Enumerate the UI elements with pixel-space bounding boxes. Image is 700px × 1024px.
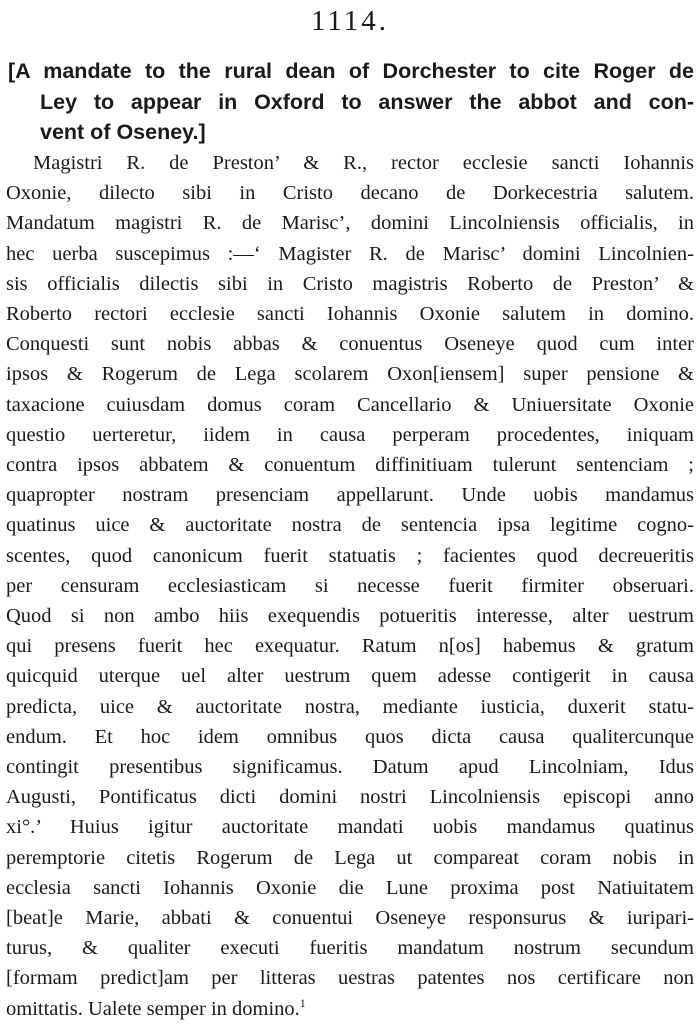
- text-line: Roberto rectori ecclesie sancti Iohannis Oxonie salutem in domino.: [6, 303, 694, 326]
- text-line: taxacione cuiusdam domus coram Cancellario & Uniuersitate Oxonie: [6, 393, 694, 416]
- text-line: quatinus uice & auctoritate nostra de sentencia ipsa legitime cogno-: [6, 514, 694, 537]
- rubric-line: vent of Oseney.]: [40, 120, 206, 144]
- text-line: omittatis. Ualete semper in domino.: [6, 997, 300, 1020]
- text-line: Conquesti sunt nobis abbas & conuentus Oseneye quod cum inter: [6, 333, 694, 356]
- text-line: predicta, uice & auctoritate nostra, mediante iusticia, duxerit statu-: [6, 695, 694, 718]
- text-line: questio uerteretur, iidem in causa perperam procedentes, iniquam: [6, 423, 694, 446]
- text-line: contra ipsos abbatem & conuentum diffinitiuam tulerunt sentenciam ;: [6, 454, 694, 477]
- footnote-marker: 1: [299, 995, 306, 1010]
- charter-number: 1114.: [310, 5, 390, 37]
- text-line: Oxonie, dilecto sibi in Cristo decano de Dorkecestria salutem.: [6, 182, 694, 205]
- text-line: Quod si non ambo hiis exequendis potueritis interesse, alter uestrum: [6, 605, 694, 628]
- rubric-line: [A mandate to the rural dean of Dorchester to cite Roger de: [8, 59, 694, 83]
- text-line: endum. Et hoc idem omnibus quos dicta causa qualitercunque: [6, 725, 694, 748]
- text-line: xi°.’ Huius igitur auctoritate mandati uobis mandamus quatinus: [6, 816, 694, 839]
- text-line: quicquid uterque uel alter uestrum quem adesse contigerit in causa: [6, 665, 694, 688]
- text-line: [formam predict]am per litteras uestras patentes nos certificare non: [6, 967, 694, 990]
- text-line: ipsos & Rogerum de Lega scolarem Oxon[iensem] super pensione &: [6, 363, 694, 386]
- text-line: quapropter nostram presenciam appellarunt. Unde uobis mandamus: [6, 484, 694, 507]
- rubric: [8, 56, 694, 148]
- text-line: turus, & qualiter executi fueritis mandatum nostrum secundum: [6, 937, 694, 960]
- text-line: Magistri R. de Preston’ & R., rector ecclesie sancti Iohannis: [33, 152, 694, 174]
- charter-text: [6, 148, 694, 1024]
- text-line: [beat]e Marie, abbati & conuentui Oseneye responsurus & iuripari-: [6, 907, 694, 930]
- text-line: per censuram ecclesiasticam si necesse fuerit firmiter obseruari.: [6, 574, 694, 597]
- text-line: contingit presentibus significamus. Datum apud Lincolniam, Idus: [6, 756, 694, 779]
- text-line: peremptorie citetis Rogerum de Lega ut compareat coram nobis in: [6, 846, 694, 869]
- text-line: qui presens fuerit hec exequatur. Ratum n[os] habemus & gratum: [6, 635, 694, 658]
- text-line-last: [6, 994, 694, 1024]
- rubric-line: Ley to appear in Oxford to answer the abbot and con-: [40, 89, 694, 114]
- text-line: Augusti, Pontificatus dicti domini nostri Lincolniensis episcopi anno: [6, 786, 694, 809]
- text-line: scentes, quod canonicum fuerit statuatis ; facientes quod decreueritis: [6, 544, 694, 567]
- text-line: sis officialis dilectis sibi in Cristo magistris Roberto de Preston’ &: [6, 272, 694, 295]
- text-line: Mandatum magistri R. de Marisc’, domini Lincolniensis officialis, in: [6, 212, 694, 235]
- text-line: hec uerba suscepimus :—‘ Magister R. de Marisc’ domini Lincolnien-: [6, 242, 694, 265]
- text-line: ecclesia sancti Iohannis Oxonie die Lune proxima post Natiuitatem: [6, 876, 694, 899]
